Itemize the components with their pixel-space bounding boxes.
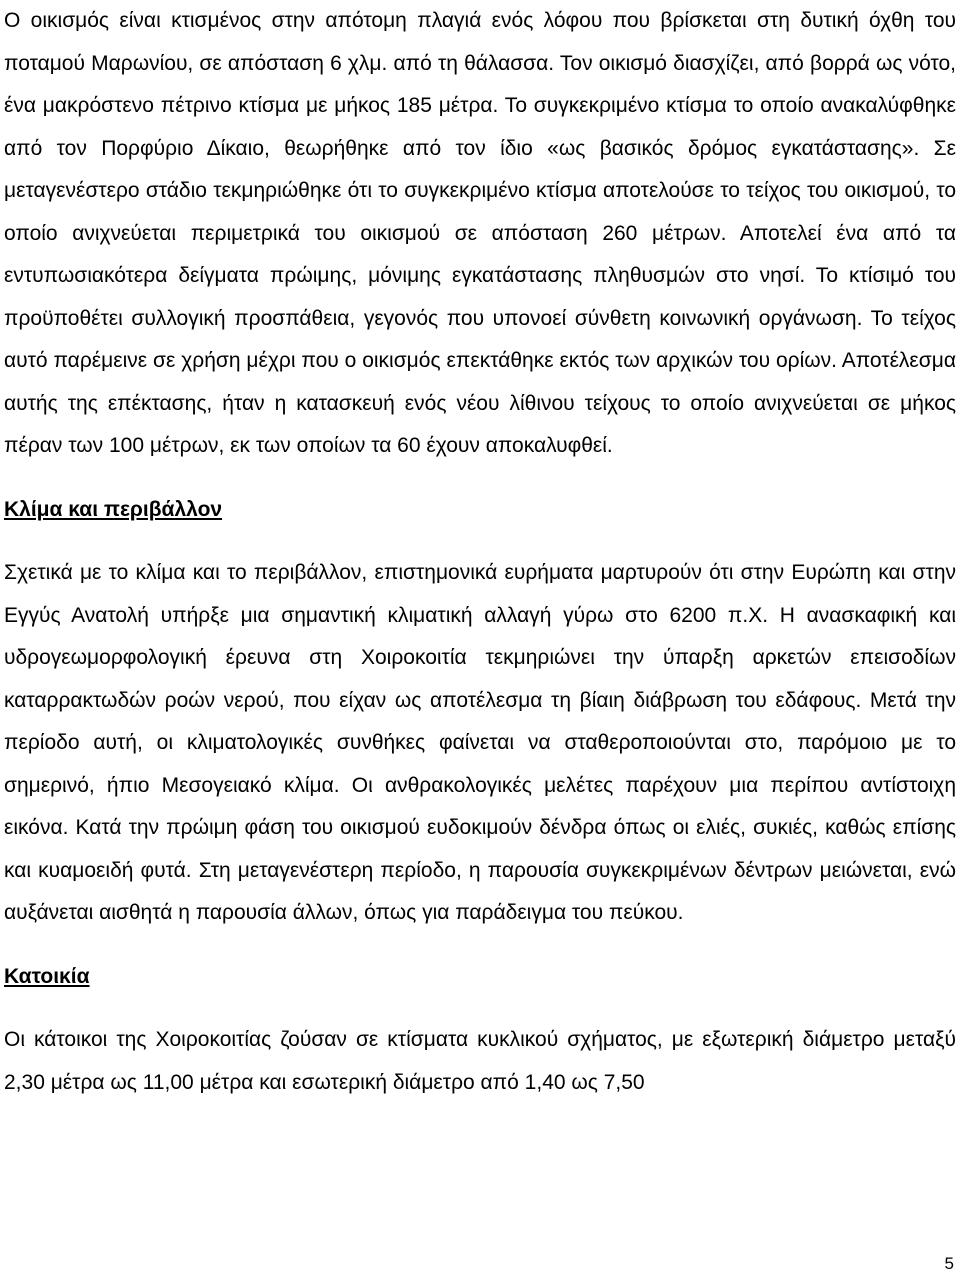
paragraph-gap bbox=[4, 935, 956, 956]
document-body bbox=[4, 0, 956, 1104]
paragraph-gap bbox=[4, 468, 956, 489]
paragraph-climate: Σχετικά με το κλίμα και το περιβάλλον, επιστημονικά ευρήματα μαρτυρούν ότι στην Ευρώπη και στην Εγγύς Ανατολή υπήρξε μια σημαντική κλιματική αλλαγή γύρω στο 6200 π.Χ. Η ανασκαφική και υδρογεωμορφολογική έρευνα στη Χοιροκοιτία τεκμηριώνει την ύπαρξη αρκετών επεισοδίων καταρρακτωδών ροών νερού, που είχαν ως αποτέλεσμα τη βίαιη διάβρωση του εδάφους. Μετά την περίοδο αυτή, οι κλιματολογικές συνθήκες φαίνεται να σταθεροποιούνται στο, παρόμοιο με το σημερινό, ήπιο Μεσογειακό κλίμα. Οι ανθρακολογικές μελέτες παρέχουν μια περίπου αντίστοιχη εικόνα. Κατά την πρώιμη φάση του οικισμού ευδοκιμούν δένδρα όπως οι ελιές, συκιές, καθώς επίσης και κυαμοειδή φυτά. Στη μεταγενέστερη περίοδο, η παρουσία συγκεκριμένων δέντρων μειώνεται, ενώ αυξάνεται αισθητά η παρουσία άλλων, όπως για παράδειγμα του πεύκου. bbox=[4, 561, 956, 924]
heading-inhabitants: Κατοικία bbox=[4, 964, 90, 988]
page-number: 5 bbox=[944, 1254, 954, 1273]
paragraph-gap bbox=[4, 531, 956, 552]
heading-climate: Κλίμα και περιβάλλον bbox=[4, 497, 223, 521]
paragraph-gap bbox=[4, 998, 956, 1019]
paragraph-inhabitants: Οι κάτοικοι της Χοιροκοιτίας ζούσαν σε κτίσματα κυκλικού σχήματος, με εξωτερική διάμετρο μεταξύ 2,30 μέτρα ως 11,00 μέτρα και εσωτερική διάμετρο από 1,40 ως 7,50 bbox=[4, 1028, 956, 1094]
paragraph-settlement-wall: Ο οικισμός είναι κτισμένος στην απότομη πλαγιά ενός λόφου που βρίσκεται στη δυτική όχθη του ποταμού Μαρωνίου, σε απόσταση 6 χλμ. από τη θάλασσα. Τον οικισμό διασχίζει, από βορρά ως νότο, ένα μακρόστενο πέτρινο κτίσμα με μήκος 185 μέτρα. Το συγκεκριμένο κτίσμα το οποίο ανακαλύφθηκε από τον Πορφύριο Δίκαιο, θεωρήθηκε από τον ίδιο «ως βασικός δρόμος εγκατάστασης». Σε μεταγενέστερο στάδιο τεκμηριώθηκε ότι το συγκεκριμένο κτίσμα αποτελούσε το τείχος του οικισμού, το οποίο ανιχνεύεται περιμετρικά του οικισμού σε απόσταση 260 μέτρων. Αποτελεί ένα από τα εντυπωσιακότερα δείγματα πρώιμης, μόνιμης εγκατάστασης πληθυσμών στο νησί. Το κτίσιμό του προϋποθέτει συλλογική προσπάθεια, γεγονός που υπονοεί σύνθετη κοινωνική οργάνωση. Το τείχος αυτό παρέμεινε σε χρήση μέχρι που ο οικισμός επεκτάθηκε εκτός των αρχικών του ορίων. Αποτέλεσμα αυτής της επέκτασης, ήταν η κατασκευή ενός νέου λίθινου τείχους το οποίο ανιχνεύεται σε μήκος πέραν των 100 μέτρων, εκ των οποίων τα 60 έχουν αποκαλυφθεί. bbox=[4, 9, 956, 457]
